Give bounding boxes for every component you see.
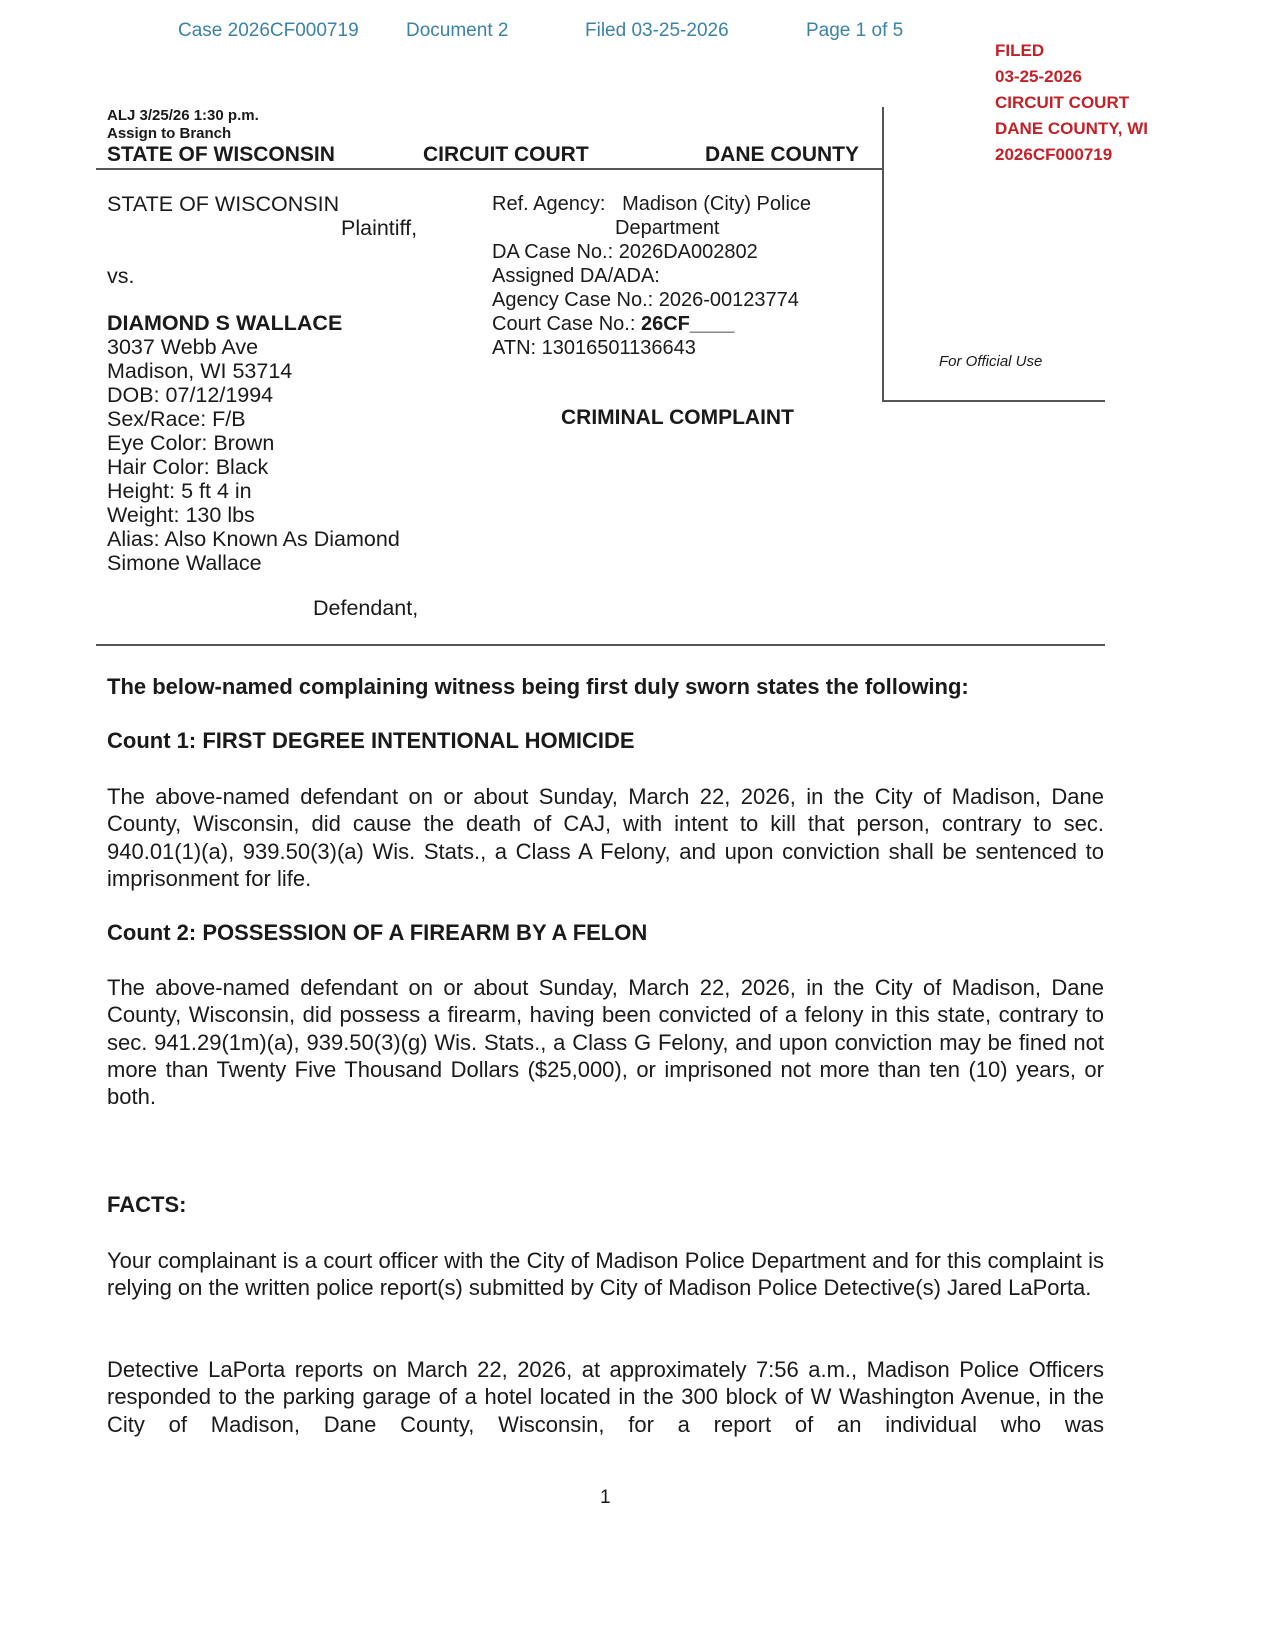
page-number: 1 [600, 1487, 611, 1508]
defendant-detail: DOB: 07/12/1994 [107, 383, 274, 407]
da-case-number: DA Case No.: 2026DA002802 [492, 241, 758, 263]
defendant-detail: Weight: 130 lbs [107, 503, 255, 527]
atn: ATN: 13016501136643 [492, 337, 696, 359]
court-case-number [492, 312, 811, 336]
alj-note: ALJ 3/25/26 1:30 p.m. [107, 107, 259, 124]
agency-case-number: Agency Case No.: 2026-00123774 [492, 289, 799, 311]
section-divider [96, 644, 1105, 646]
plaintiff-name: STATE OF WISCONSIN [107, 192, 340, 216]
facts-heading: FACTS: [107, 1192, 187, 1217]
header-page: Page 1 of 5 [806, 20, 904, 41]
defendant-block [107, 311, 400, 575]
court-case-value: 26CF____ [640, 313, 735, 335]
caption-state: STATE OF WISCONSIN [107, 143, 335, 166]
count-1-heading: Count 1: FIRST DEGREE INTENTIONAL HOMICIDE [107, 728, 635, 753]
assign-note: Assign to Branch [107, 125, 232, 142]
ref-agency-cont: Department [615, 217, 720, 239]
stamp-line: 03-25-2026 [995, 67, 1082, 86]
intro-statement: The below-named complaining witness being first duly sworn states the following: [107, 674, 969, 699]
facts-paragraph: Your complainant is a court officer with the City of Madison Police Department and for this complaint is relying on the written police report(s) submitted by City of Madison Police Detective(s) Jared LaPorta. [107, 1248, 1104, 1301]
defendant-detail: Sex/Race: F/B [107, 407, 246, 431]
stamp-line: FILED [995, 41, 1045, 60]
caption-county: DANE COUNTY [705, 143, 860, 166]
court-case-label: Court Case No.: [492, 313, 641, 335]
defendant-detail: 3037 Webb Ave [107, 335, 259, 359]
caption-divider [96, 168, 883, 170]
plaintiff-block [107, 192, 339, 216]
ref-agency: Ref. Agency: Madison (City) Police [492, 193, 812, 215]
header-document: Document 2 [406, 20, 509, 41]
stamp-line: 2026CF000719 [995, 145, 1113, 164]
defendant-detail: Alias: Also Known As Diamond [107, 527, 400, 551]
defendant-name: DIAMOND S WALLACE [107, 311, 343, 335]
count-2-text: The above-named defendant on or about Sunday, March 22, 2026, in the City of Madison, Dane County, Wisconsin, did possess a firearm, having been convicted of a felony in this state, contrary to sec. 941.29(1m)(a), 939.50(3)(g) Wis. Stats., a Class G Felony, and upon conviction may be fined not more than Twenty Five Thousand Dollars ($25,000), or imprisoned not more than ten (10) years, or both. [107, 975, 1104, 1110]
filed-stamp [995, 38, 1148, 168]
count-1-text: The above-named defendant on or about Sunday, March 22, 2026, in the City of Madison, Dane County, Wisconsin, did cause the death of CAJ, with intent to kill that person, contrary to sec. 940.01(1)(a), 939.50(3)(a) Wis. Stats., a Class A Felony, and upon conviction shall be sentenced to imprisonment for life. [107, 784, 1104, 891]
defendant-label: Defendant, [313, 596, 419, 620]
plaintiff-label: Plaintiff, [341, 216, 418, 240]
official-use-box-bottom [882, 400, 1105, 402]
count-2-heading: Count 2: POSSESSION OF A FIREARM BY A FELON [107, 920, 648, 945]
defendant-detail: Hair Color: Black [107, 455, 269, 479]
defendant-detail: Eye Color: Brown [107, 431, 275, 455]
case-info-block [492, 192, 811, 360]
header-case: Case 2026CF000719 [178, 20, 359, 41]
stamp-line: CIRCUIT COURT [995, 93, 1130, 112]
defendant-detail: Madison, WI 53714 [107, 359, 293, 383]
defendant-detail: Height: 5 ft 4 in [107, 479, 252, 503]
versus: vs. [107, 264, 135, 288]
official-use-label: For Official Use [939, 353, 1043, 370]
header-filed: Filed 03-25-2026 [585, 20, 729, 41]
defendant-detail: Simone Wallace [107, 551, 262, 575]
document-title: CRIMINAL COMPLAINT [561, 406, 794, 429]
official-use-box-left [882, 107, 884, 401]
facts-paragraph: Detective LaPorta reports on March 22, 2026, at approximately 7:56 a.m., Madison Police Officers responded to the parking garage of a hotel located in the 300 block of W Washington Avenue, in the City of Madison, Dane County, Wisconsin, for a report of an individual who was [107, 1357, 1104, 1437]
assigned-da: Assigned DA/ADA: [492, 265, 660, 287]
caption-court: CIRCUIT COURT [423, 143, 589, 166]
stamp-line: DANE COUNTY, WI [995, 119, 1148, 138]
